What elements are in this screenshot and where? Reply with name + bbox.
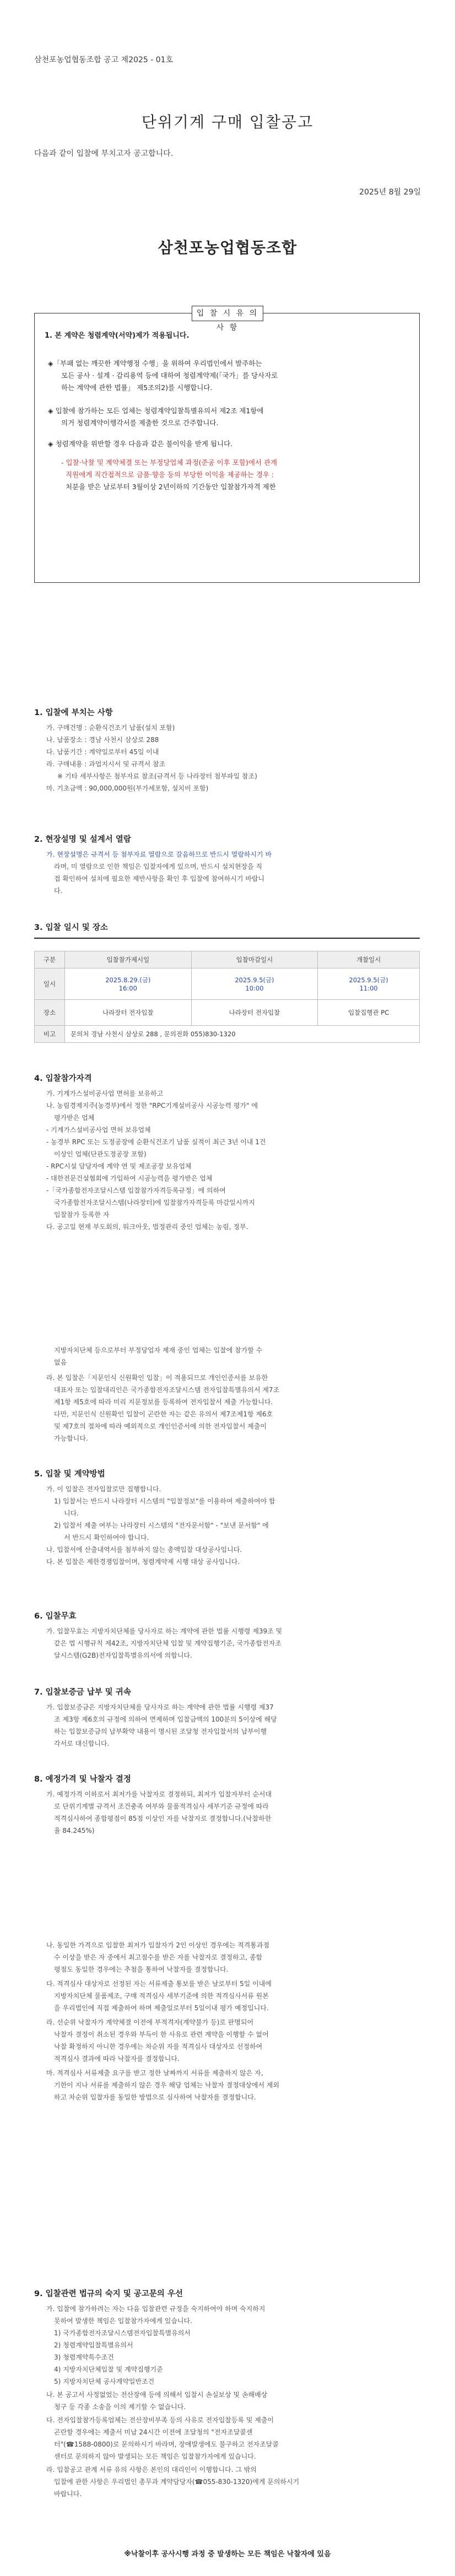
- sec2-line: 가. 현장설명은 규격서 등 첨부자료 열람으로 갈음하므로 반드시 열람하시기 바: [46, 851, 272, 858]
- table-cell: 나라장터 전자입찰: [65, 1000, 192, 1026]
- sec9-line: 못하여 발생한 책임은 입찰참가자에게 있습니다.: [54, 2317, 192, 2325]
- sec2-line: 라며, 미 열람으로 인한 책임은 입찰자에게 있으며, 반드시 설치현장을 직: [54, 863, 263, 870]
- sec4-line: -「국가종합전자조달시스템 입찰참가자격등록규정」에 의하여: [46, 1187, 226, 1194]
- sec8-line: 낙찰자 결정이 취소된 경우와 부득이 한 사유로 관련 계약을 이행할 수 없어: [54, 2031, 269, 2038]
- table-header-cell: 개찰일시: [318, 951, 420, 968]
- organization-name: 삼천포농업협동조합: [158, 239, 297, 257]
- schedule-table: [34, 951, 420, 1043]
- sec9-line: 터"(☎1588-0800)로 문의하시기 바라며, 장애발생에도 불구하고 전자조달콜: [54, 2440, 279, 2448]
- sec6-line: 같은 법 시행규칙 제42조, 지방자치단체 입찰 및 계약집행기준, 국가종합전자조: [54, 1639, 281, 1647]
- sec9-line: 센터로 문의하지 않아 발생되는 모든 책임은 입찰참가자에게 있습니다.: [54, 2453, 256, 2460]
- sec4-line: 지방자치단체 등으로부터 부정당업자 제재 중인 업체는 입찰에 참가할 수: [54, 1346, 263, 1354]
- intro-text: 다음과 같이 입찰에 부치고자 공고합니다.: [34, 149, 174, 158]
- date-text: 2025.9.5(금): [349, 976, 388, 984]
- sec5-line: 2) 입찰서 제출 여부는 나라장터 시스템의 "전자문서함" - "보낸 문서함" 에: [54, 1522, 269, 1529]
- sec9-line: 나. 본 공고서 사정없었는 전산장애 등에 의해서 입찰시 손실보상 및 손해배상: [46, 2391, 268, 2399]
- notice-diamond-1-line2: 모든 공사 · 설계 · 감리용역 등에 대하여 청렴계약제(「국가」를 당사자로: [61, 371, 278, 380]
- notice-number: 삼천포농업협동조합 공고 제2025 - 01호: [34, 56, 174, 64]
- sec9-line: 2) 청렴계약입찰특별유의서: [54, 2341, 133, 2349]
- sec8-line: 하고 차순위 입찰자를 동일한 방법으로 심사하여 낙찰자를 결정합니다.: [54, 2093, 256, 2101]
- section-2-title: 2. 현장설명 및 설계서 열람: [34, 835, 131, 844]
- date-text: 2025.8.29.(금): [105, 976, 151, 984]
- sec7-line: 가. 입찰보증금은 지방자치단체를 당사자로 하는 계약에 관한 법률 시행령 제37: [46, 1703, 274, 1711]
- document-title: 단위기계 구매 입찰공고: [141, 113, 314, 131]
- notice-diamond-3-line1: ◈ 청렴계약을 위반할 경우 다음과 같은 불이익을 받게 됩니다.: [48, 440, 233, 448]
- sec9-line: 바랍니다.: [54, 2490, 82, 2498]
- sec5-line: 가. 이 입찰은 전자입찰로만 집행합니다.: [46, 1485, 161, 1493]
- sec6-line: 달시스템(G2B)전자입찰특별유의서에 의합니다.: [54, 1652, 192, 1659]
- sec8-line: 나. 동일한 가격으로 입찰한 최저가 입찰자가 2인 이상인 경우에는 적격통과점: [46, 1941, 270, 1949]
- notice-item-1: 1. 본 계약은 청렴계약(서약)제가 적용됩니다.: [45, 332, 189, 340]
- sec4-line: 다. 공고일 현재 부도회의, 워크아웃, 법정관리 중인 업체는 농림, 정부.: [46, 1223, 248, 1231]
- sec4-line: 이상인 업체(단관도정공장 포함): [54, 1150, 147, 1158]
- sec8-line: 로 단위기계별 규격서 조건충족 여부와 물품적격심사 세부기준 규정에 따라: [54, 1803, 269, 1810]
- time-text: 11:00: [359, 984, 378, 992]
- table-cell: [65, 968, 192, 1000]
- sec5-line: 니다.: [64, 1509, 79, 1517]
- section-7-title: 7. 입찰보증금 납부 및 귀속: [34, 1688, 131, 1697]
- sec4-line: 없음: [54, 1359, 67, 1366]
- sec9-line: 라. 입찰공고 관계 서류 유의 사항은 본인의 대리인이 이행합니다. 그 밖의: [46, 2466, 257, 2474]
- section-3-title: 3. 입찰 일시 및 장소: [34, 923, 108, 932]
- sec4-line: 국가종합전자조달시스템(나라장터)에 입찰참가자격등록 마감일시까지: [54, 1199, 255, 1206]
- sec5-line: 1) 입찰서는 반드시 나라장터 시스템의 "입찰정보"를 이용하여 제출하여야 합: [54, 1497, 275, 1505]
- table-header-cell: 구분: [35, 951, 65, 968]
- sec9-line: 가. 입찰에 참가하려는 자는 다음 입찰관련 규정을 숙지하여야 하며 숙지하지: [46, 2305, 266, 2313]
- table-row: [35, 1026, 420, 1043]
- row-label: 비고: [35, 1026, 65, 1043]
- sec4-line: - RPC시설 담당자에 계약 연 및 제조공장 보유업체: [46, 1162, 192, 1170]
- section-divider: [34, 938, 420, 939]
- time-text: 10:00: [245, 984, 264, 992]
- section-1-title: 1. 입찰에 부치는 사항: [34, 708, 113, 717]
- sec4-line: 평가받은 업체: [54, 1114, 95, 1122]
- sec4-line: 제1항 제5호에 따라 미리 지문정보를 등록하여 전자입찰서 제출 가능합니다.: [54, 1398, 273, 1406]
- notice-diamond-2-line1: ◈ 입찰에 참가하는 모든 업체는 청렴계약입찰특별유의서 제2조 제1항에: [48, 407, 264, 415]
- sec5-line: 서 반드시 확인하여야 합니다.: [64, 1534, 149, 1541]
- sec4-line: 및 제7호의 절차에 따라 예외적으로 개인인증서에 의한 전자입찰서 제출이: [54, 1422, 267, 1430]
- sec5-line: 다. 본 입찰은 제한경쟁입찰이며, 청렴계약제 시행 대상 공사입니다.: [46, 1558, 240, 1566]
- sec4-line: 가. 기계가스설비공사업 면허를 보유하고: [46, 1090, 164, 1097]
- sec8-line: 기한이 지나 서류를 제출하지 않은 경우 해당 업체는 낙찰자 결정대상에서 제외: [54, 2081, 280, 2089]
- time-text: 16:00: [118, 984, 137, 992]
- table-cell: [318, 968, 420, 1000]
- sec6-line: 가. 입찰무효는 지방자치단체를 당사자로 하는 계약에 관한 법률 시행령 제39조 및: [46, 1627, 283, 1635]
- table-header-cell: 입찰참가제시일: [65, 951, 192, 968]
- sec9-line: 청구 등 각종 소송을 이의 제기할 수 없습니다.: [54, 2403, 186, 2411]
- row-label: 장소: [35, 1000, 65, 1026]
- sec1-line: 나. 납품장소 : 경남 사천시 삼상로 288: [46, 736, 159, 744]
- sec2-line: 다.: [54, 887, 63, 895]
- notice-date: 2025년 8월 29일: [359, 188, 421, 197]
- sec7-line: 조 제3항 제6호의 규정에 의하여 면제하며 입찰금액의 100분의 5이상에 해당: [54, 1715, 277, 1723]
- table-row: [35, 951, 420, 968]
- sec1-line: 마. 기초금액 : 90,000,000원(부가세포함, 설치비 포함): [46, 784, 209, 792]
- row-label: 일시: [35, 968, 65, 1000]
- section-5-title: 5. 입찰 및 계약방법: [34, 1470, 105, 1479]
- sec9-line: 5) 지방자치단체 공사계약일반조건: [54, 2378, 155, 2385]
- sec4-line: 대표자 또는 입찰대리인은 국가종합전자조달시스템 전자입찰특별유의서 제7조: [54, 1386, 280, 1394]
- table-cell: 나라장터 전자입찰: [191, 1000, 318, 1026]
- table-cell: 입찰집행관 PC: [318, 1000, 420, 1026]
- notice-penalty-line1: - 입찰·낙찰 및 계약체결 또는 부정당업체 과정(준공 이후 포함)에서 관계: [61, 458, 278, 467]
- sec4-line: - 대한전문건설협회에 가입하여 시공능력을 평가받은 업체: [46, 1175, 213, 1182]
- notice-diamond-1-line3: 하는 계약에 관한 법률」 제5조의2)를 시행합니다.: [61, 383, 213, 392]
- sec1-line: 다. 납품기간 : 계약일로부터 45일 이내: [46, 748, 159, 756]
- section-8-title: 8. 예정가격 및 낙찰자 결정: [34, 1775, 131, 1784]
- section-4-title: 4. 입찰참가자격: [34, 1074, 92, 1083]
- section-9-title: 9. 입찰관련 법규의 숙지 및 공고문의 우선: [34, 2290, 183, 2298]
- sec8-line: 마. 적격심사 서류제출 요구를 받고 정한 날짜까지 서류를 제출하지 않은 자,: [46, 2069, 263, 2077]
- sec9-line: 곤란할 경우에는 제출서 미납 24시간 이전에 조달청의 "전자조달콜센: [54, 2428, 253, 2436]
- notice-box-title: 입 찰 시 유 의 사 항: [192, 306, 263, 321]
- sec8-line: 적격심사하여 종합평점이 85점 이상인 자를 낙찰자로 결정합니다.(낙찰하한: [54, 1815, 272, 1822]
- notice-box: [34, 309, 420, 583]
- sec8-line: 을 우리법인에 직접 제출하여 하며 제출일로부터 5일이내 평가 예정입니다.: [54, 2004, 269, 2012]
- sec8-line: 율 84.245%): [54, 1827, 95, 1834]
- sec9-line: 1) 국가종합전자조달시스템전자입찰특별유의서: [54, 2329, 191, 2337]
- sec4-line: 나. 농림경제지주(농경부)에서 정한 "RPC기계설비공사 시공능력 평가" 에: [46, 1102, 258, 1110]
- sec9-line: 3) 청렴계약특수조건: [54, 2353, 114, 2361]
- sec9-line: 입찰에 관한 사항은 우리법인 총무과 계약담당자(☎055-830-1320)에게 문의하시기: [54, 2478, 300, 2486]
- sec4-line: 입찰참가 등록한 자: [54, 1211, 110, 1219]
- section-6-title: 6. 입찰무효: [34, 1612, 77, 1621]
- table-row: [35, 968, 420, 1000]
- table-row: [35, 1000, 420, 1026]
- table-cell: 문의처 경남 사천시 삼상로 288 , 문의전화 055)830-1320: [65, 1026, 420, 1043]
- sec8-line: 수 이상을 받은 자 중에서 최고점수를 받은 자를 낙찰자로 결정하고, 종합: [54, 1953, 263, 1961]
- sec8-line: 지방자치단체 물품제조, 구매 적격심사 세부기준에 의한 적격심사서류 원본: [54, 1992, 269, 2000]
- sec7-line: 각서로 대신합니다.: [54, 1740, 110, 1747]
- sec8-line: 적격심사 결과에 따라 낙찰자를 결정합니다.: [54, 2055, 180, 2063]
- sec4-line: - 농경부 RPC 또는 도정공장에 순환식건조기 납품 실적이 최근 3년 이내 1건: [46, 1138, 266, 1146]
- notice-penalty-line3: 처분을 받은 날로부터 3월이상 2년이하의 기간동안 입찰참가자격 제한: [66, 483, 276, 491]
- sec2-line: 접 확인하여 설치에 필요한 제반사항을 확인 후 입찰에 참여하시기 바랍니: [54, 875, 265, 883]
- sec1-line: ※ 기타 세부사항은 첨부자료 참조(규격서 등 나라장터 첨부파일 참조): [57, 772, 257, 780]
- table-header-cell: 입찰마감일시: [191, 951, 318, 968]
- sec8-line: 낙찰 확정하지 아니한 경우에는 차순위 자를 적격심사 대상자로 선정하여: [54, 2043, 263, 2050]
- table-cell: [191, 968, 318, 1000]
- sec9-line: 다. 전자입찰참가등록업체는 전산장비부족 등의 사유로 전자입찰등록 및 제출이: [46, 2416, 274, 2424]
- sec8-line: 평점도 동일한 경우에는 추첨을 통하여 낙찰자를 결정합니다.: [54, 1966, 229, 1973]
- footer-note: ※낙찰이후 공사시행 과정 중 발생하는 모든 책임은 낙찰자에 있음: [124, 2550, 331, 2558]
- sec1-line: 가. 구매건명 : 순환식건조기 납품(설치 포함): [46, 724, 175, 732]
- sec4-line: 가능합니다.: [54, 1435, 88, 1442]
- notice-penalty-line2: 직원에게 직간접적으로 금품·향응 등의 부당한 이익을 제공하는 경우 :: [66, 470, 274, 479]
- sec4-line: 다만, 지문인식 신원확인 입찰이 곤란한 자는 같은 유의서 제7조제1항 제6호: [54, 1410, 273, 1418]
- sec4-line: - 기계가스설비공사업 면허 보유업체: [46, 1126, 151, 1134]
- sec8-line: 가. 예정가격 이하로서 최저가를 낙찰자로 결정하되, 최저가 입찰자부터 순서대: [46, 1790, 272, 1798]
- sec7-line: 하는 입찰보증금의 납부확약 내용이 명시된 조달청 전자입찰서의 납부이행: [54, 1728, 267, 1735]
- sec8-line: 다. 적격심사 대상자로 선정된 자는 서류제출 통보를 받은 날로부터 5일 이내에: [46, 1980, 272, 1988]
- sec4-line: 라. 본 입찰은「지문인식 신원확인 입찰」이 적용되므로 개인인증서를 보유한: [46, 1374, 268, 1382]
- sec5-line: 나. 입찰서에 산출내역서를 첨부하지 않는 총액입찰 대상공사입니다.: [46, 1546, 242, 1554]
- notice-diamond-1-line1: ◈「부패 없는 깨끗한 계약행정 수행」을 위하여 우리법인에서 발주하는: [48, 359, 262, 367]
- sec8-line: 라. 선순위 낙찰자가 계약체결 이전에 부적격자(계약불가 등)로 판명되어: [46, 2018, 254, 2026]
- sec9-line: 4) 지방자치단체입찰 및 계약집행기준: [54, 2366, 163, 2373]
- sec1-line: 라. 구매내용 : 과업지시서 및 규격서 참조: [46, 760, 166, 768]
- notice-diamond-2-line2: 의거 청렴계약이행각서를 제출한 것으로 간주합니다.: [61, 419, 219, 427]
- date-text: 2025.9.5(금): [235, 976, 274, 984]
